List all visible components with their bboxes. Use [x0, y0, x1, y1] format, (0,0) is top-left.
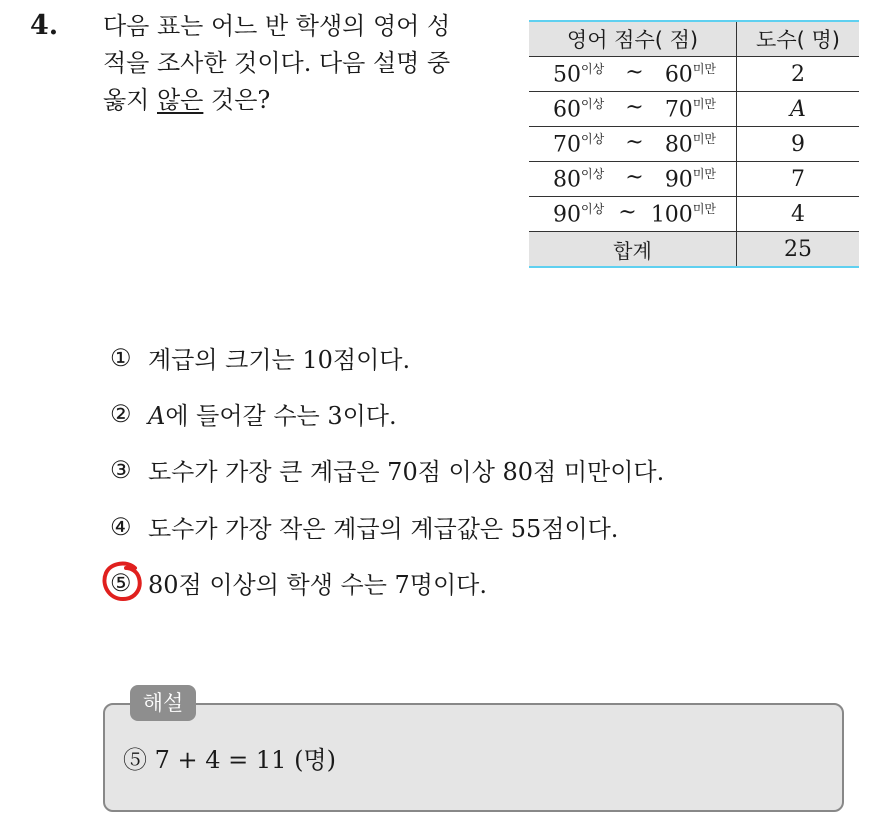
interval-tilde: ~ [625, 130, 644, 156]
interval-high: $70^{미만}$ [664, 97, 716, 123]
explanation-label: 해설 [130, 685, 196, 721]
option-marker: ⑤ [110, 568, 132, 597]
option-marker: ③ [110, 455, 132, 484]
question-line-3-post: 것은? [203, 86, 271, 114]
question-line-3-pre: 옳지 [103, 86, 157, 114]
question-text [103, 8, 493, 119]
option-marker: ② [110, 399, 132, 428]
option-marker: ④ [110, 512, 132, 541]
interval-high: $60^{미만}$ [664, 62, 716, 88]
class-interval [529, 162, 737, 197]
interval-tilde: ~ [625, 95, 644, 121]
table-row [529, 57, 859, 92]
table-row [529, 162, 859, 197]
option-marker: ① [110, 343, 132, 372]
option-4[interactable] [110, 509, 618, 544]
interval-high: $90^{미만}$ [664, 167, 716, 193]
table-total-row [529, 232, 859, 268]
option-variable: A [148, 402, 166, 430]
option-2[interactable] [110, 396, 397, 431]
underlined-keyword: 않은 [157, 86, 204, 114]
class-interval [529, 57, 737, 92]
header-count: 도수( 명) [737, 21, 860, 57]
interval-low: $60^{이상}$ [553, 97, 605, 123]
option-text: 도수가 가장 작은 계급의 계급값은 55점이다. [148, 515, 619, 543]
frequency-cell: 2 [737, 57, 860, 92]
table-row [529, 127, 859, 162]
class-interval [529, 197, 737, 232]
table-row [529, 92, 859, 127]
interval-low: $70^{이상}$ [553, 132, 605, 158]
question-line-2: 적을 조사한 것이다. 다음 설명 중 [103, 49, 451, 77]
table-header-row [529, 21, 859, 57]
interval-tilde: ~ [618, 200, 637, 226]
option-1[interactable] [110, 340, 410, 375]
total-value: 25 [737, 232, 860, 268]
frequency-table [529, 20, 859, 268]
interval-low: $80^{이상}$ [553, 167, 605, 193]
option-3[interactable] [110, 452, 664, 487]
interval-low: $90^{이상}$ [553, 202, 605, 228]
option-text: A에 들어갈 수는 3이다. [148, 402, 397, 430]
interval-tilde: ~ [625, 60, 644, 86]
interval-high: $80^{미만}$ [664, 132, 716, 158]
class-interval [529, 92, 737, 127]
interval-tilde: ~ [625, 165, 644, 191]
interval-high: $100^{미만}$ [650, 202, 716, 228]
question-line-1: 다음 표는 어느 반 학생의 영어 성 [103, 12, 451, 40]
option-text: 도수가 가장 큰 계급은 70점 이상 80점 미만이다. [148, 458, 665, 486]
option-5[interactable] [110, 565, 487, 600]
class-interval [529, 127, 737, 162]
table-row [529, 197, 859, 232]
frequency-cell: 4 [737, 197, 860, 232]
option-text: 80점 이상의 학생 수는 7명이다. [148, 571, 487, 599]
total-label: 합계 [529, 232, 737, 268]
option-text: 계급의 크기는 10점이다. [148, 346, 411, 374]
interval-low: $50^{이상}$ [553, 62, 605, 88]
header-score: 영어 점수( 점) [529, 21, 737, 57]
answer-circle-mark [101, 559, 145, 603]
frequency-cell: 9 [737, 127, 860, 162]
question-line-3 [103, 82, 493, 119]
frequency-cell: 7 [737, 162, 860, 197]
question-number: 4. [30, 10, 59, 41]
explanation-text: ⑤ 7 + 4 = 11 (명) [123, 746, 336, 774]
frequency-cell: A [737, 92, 860, 127]
